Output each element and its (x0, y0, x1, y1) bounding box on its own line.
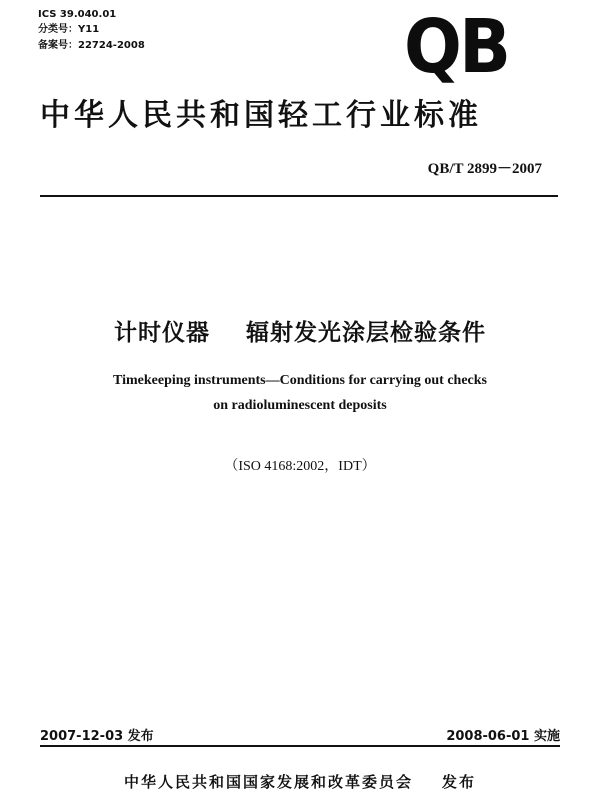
ics-code: ICS 39.040.01 (38, 9, 117, 20)
bottom-divider (40, 745, 560, 747)
title-english-line2: on radioluminescent deposits (213, 398, 387, 413)
org-title: 中华人民共和国轻工行业标准 (40, 98, 482, 133)
standard-number: QB/T 2899－2007 (427, 161, 542, 177)
issuing-authority: 中华人民共和国国家发展和改革委员会 发布 (124, 773, 476, 791)
classification-number: 分类号：Y11 (38, 24, 100, 35)
implementation-date: 2008-06-01 实施 (446, 729, 560, 744)
iso-reference: （ISO 4168:2002，IDT） (224, 459, 376, 474)
title-chinese: 计时仪器 辐射发光涂层检验条件 (113, 320, 487, 346)
qb-logo: QB (404, 4, 509, 90)
title-english-line1: Timekeeping instruments—Conditions for carrying out checks (113, 373, 487, 388)
top-divider (40, 195, 558, 197)
record-number: 备案号：22724-2008 (38, 40, 145, 51)
issue-date: 2007-12-03 发布 (40, 729, 154, 744)
